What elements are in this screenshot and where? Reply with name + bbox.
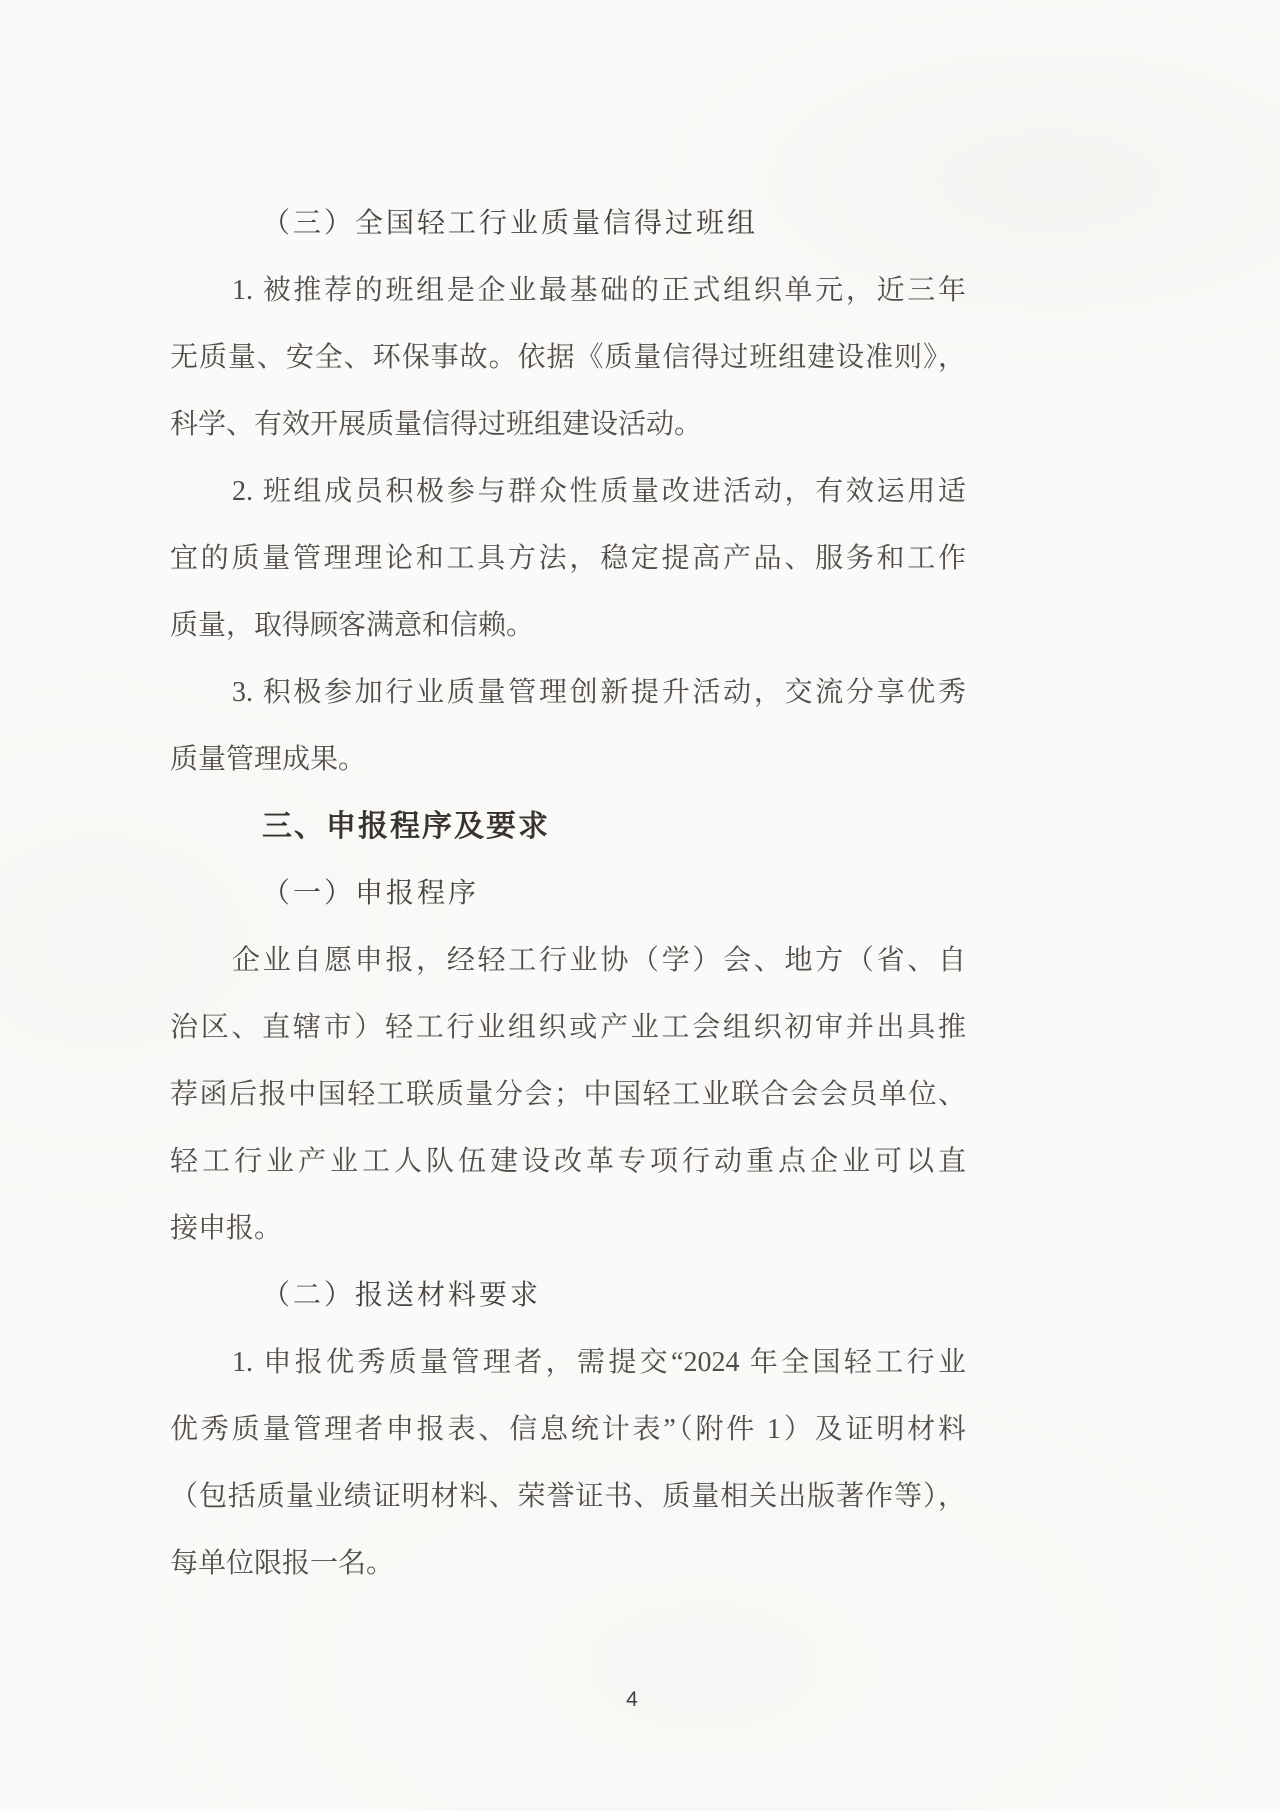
body-text-line: 企业自愿申报，经轻工行业协（学）会、地方（省、自 bbox=[232, 945, 966, 976]
body-text-line: 每单位限报一名。 bbox=[170, 1548, 395, 1579]
body-text-line: 2. 班组成员积极参与群众性质量改进活动，有效运用适 bbox=[232, 476, 966, 507]
body-text-line: 优秀质量管理者申报表、信息统计表”（附件 1）及证明材料 bbox=[170, 1414, 966, 1445]
body-text-line: 无质量、安全、环保事故。依据《质量信得过班组建设准则》， bbox=[170, 342, 966, 373]
body-text-line: 3. 积极参加行业质量管理创新提升活动，交流分享优秀 bbox=[232, 677, 966, 708]
section-subheading: （一）申报程序 bbox=[262, 878, 480, 909]
body-text-line: 轻工行业产业工人队伍建设改革专项行动重点企业可以直 bbox=[170, 1146, 966, 1177]
body-text-line: 科学、有效开展质量信得过班组建设活动。 bbox=[170, 409, 703, 440]
body-text-line: 质量管理成果。 bbox=[170, 744, 367, 775]
body-text-line: （包括质量业绩证明材料、荣誉证书、质量相关出版著作等）， bbox=[170, 1481, 966, 1512]
body-text-line: 接申报。 bbox=[170, 1213, 283, 1244]
section-heading: 三、申报程序及要求 bbox=[262, 810, 550, 843]
body-text-line: 1. 被推荐的班组是企业最基础的正式组织单元，近三年 bbox=[232, 275, 966, 306]
section-subheading: （三）全国轻工行业质量信得过班组 bbox=[262, 208, 759, 239]
body-text-line: 质量，取得顾客满意和信赖。 bbox=[170, 610, 535, 641]
document-body bbox=[170, 190, 966, 1597]
body-text-line: 1. 申报优秀质量管理者，需提交“2024 年全国轻工行业 bbox=[232, 1347, 966, 1378]
body-text-line: 治区、直辖市）轻工行业组织或产业工会组织初审并出具推 bbox=[170, 1012, 966, 1043]
page-number: 4 bbox=[626, 1688, 638, 1711]
section-subheading: （二）报送材料要求 bbox=[262, 1280, 542, 1311]
body-text-line: 荐函后报中国轻工联质量分会；中国轻工业联合会会员单位、 bbox=[170, 1079, 966, 1110]
body-text-line: 宜的质量管理理论和工具方法，稳定提高产品、服务和工作 bbox=[170, 543, 966, 574]
